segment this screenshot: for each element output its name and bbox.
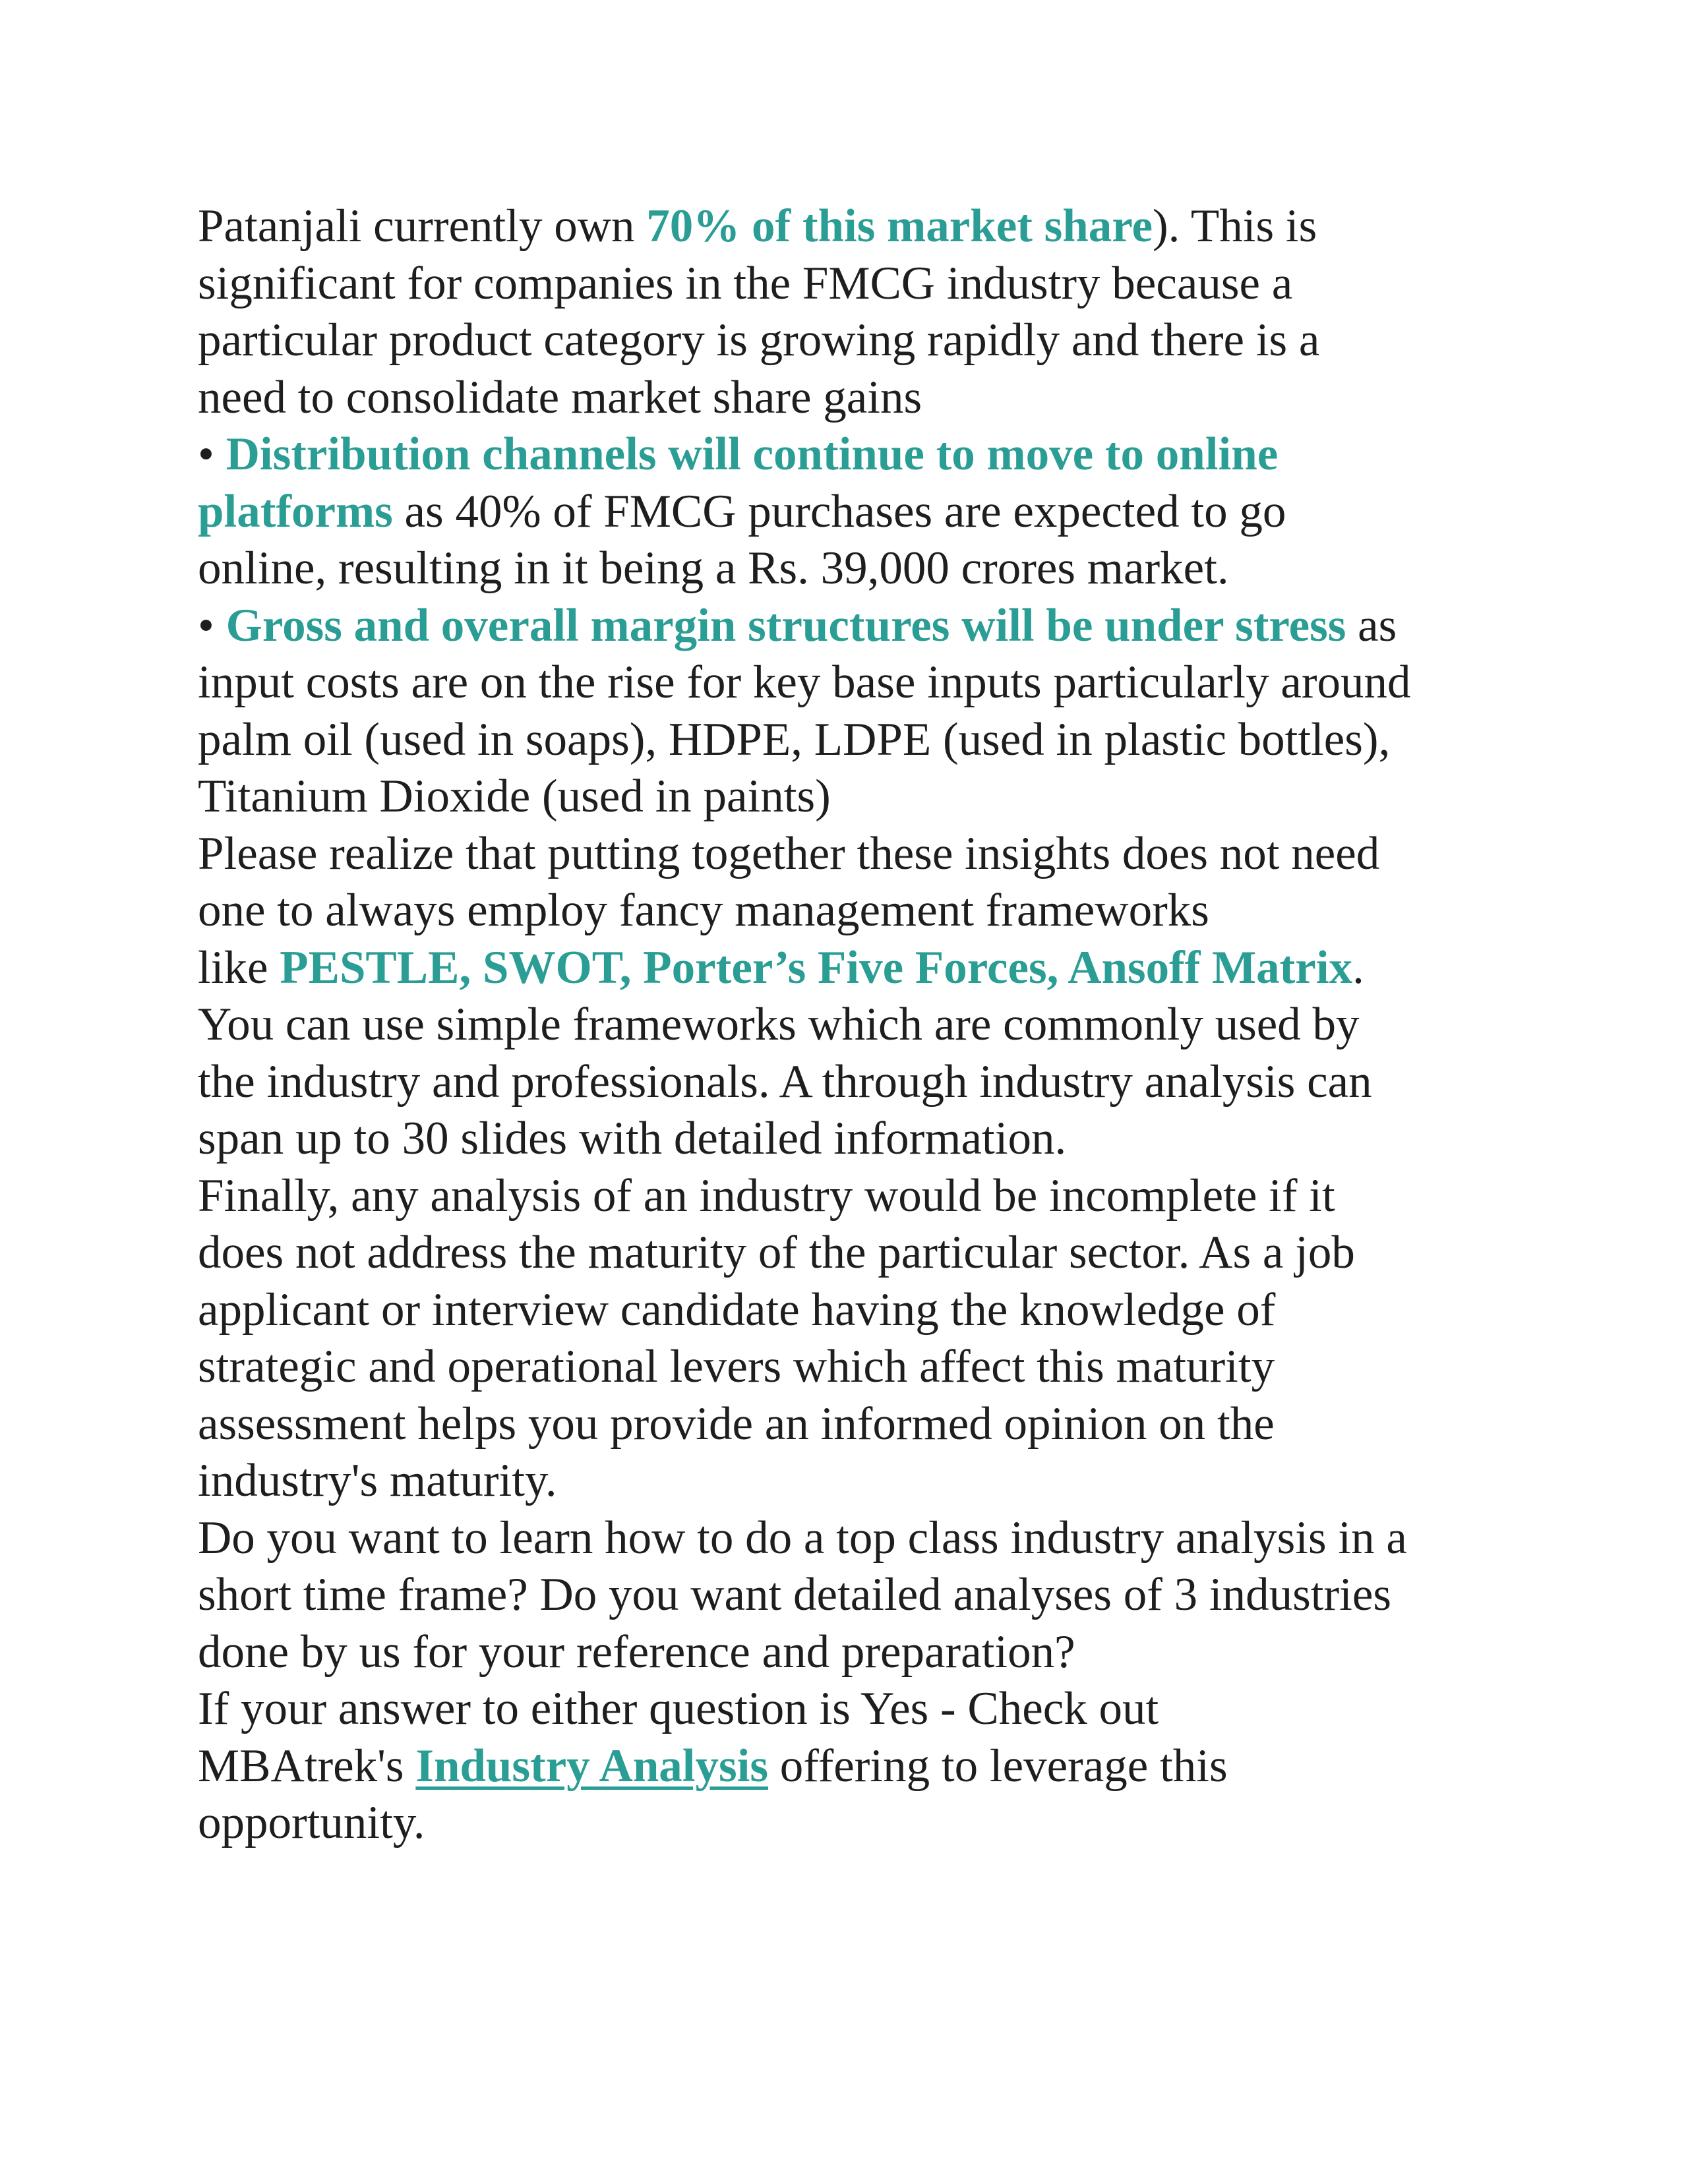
highlighted-text: Distribution channels will continue to move to online	[226, 428, 1279, 480]
text-segment: as	[1346, 599, 1397, 651]
text-segment: offering to leverage this	[768, 1740, 1228, 1792]
text-line	[198, 1053, 1517, 1111]
text-segment: assessment helps you provide an informed opinion on the	[198, 1398, 1275, 1450]
text-line	[198, 1738, 1517, 1795]
text-line	[198, 540, 1517, 597]
text-segment: particular product category is growing rapidly and there is a	[198, 314, 1320, 366]
text-segment: •	[198, 428, 226, 480]
highlighted-text: platforms	[198, 485, 393, 537]
text-line	[198, 654, 1517, 711]
industry-analysis-link[interactable]: Industry Analysis	[415, 1740, 769, 1792]
text-segment: does not address the maturity of the particular sector. As a job	[198, 1227, 1355, 1278]
text-segment: one to always employ fancy management frameworks	[198, 885, 1209, 936]
text-line	[198, 198, 1517, 255]
text-segment: Patanjali currently own	[198, 200, 647, 252]
text-segment: You can use simple frameworks which are commonly used by	[198, 999, 1360, 1050]
text-line	[198, 1566, 1517, 1624]
text-segment: opportunity.	[198, 1797, 425, 1848]
text-segment: Please realize that putting together these insights does not need	[198, 827, 1380, 879]
text-segment: short time frame? Do you want detailed analyses of 3 industries	[198, 1569, 1392, 1620]
text-segment: ). This is	[1153, 200, 1317, 252]
text-segment: industry's maturity.	[198, 1455, 557, 1506]
text-segment: significant for companies in the FMCG industry because a	[198, 257, 1293, 309]
text-segment: like	[198, 941, 280, 993]
text-segment: .	[1352, 941, 1364, 993]
text-segment: Finally, any analysis of an industry would be incomplete if it	[198, 1169, 1335, 1222]
text-segment: applicant or interview candidate having the knowledge of	[198, 1284, 1276, 1336]
text-line	[198, 1624, 1517, 1681]
text-segment: MBAtrek's	[198, 1740, 416, 1792]
text-segment: If your answer to either question is Yes - Check out	[198, 1683, 1159, 1734]
text-line	[198, 312, 1517, 369]
text-segment: input costs are on the rise for key base inputs particularly around	[198, 657, 1411, 708]
text-segment: need to consolidate market share gains	[198, 371, 922, 423]
text-line	[198, 597, 1517, 655]
text-segment: as 40% of FMCG purchases are expected to go	[392, 485, 1286, 537]
text-line	[198, 996, 1517, 1053]
text-segment: done by us for your reference and preparation?	[198, 1626, 1075, 1678]
text-segment: palm oil (used in soaps), HDPE, LDPE (used in plastic bottles),	[198, 713, 1391, 765]
text-line	[198, 1338, 1517, 1396]
text-line	[198, 711, 1517, 769]
text-line	[198, 939, 1517, 997]
text-line	[198, 1396, 1517, 1453]
text-line	[198, 483, 1517, 541]
highlighted-text: Gross and overall margin structures will be under stress	[226, 599, 1346, 651]
text-line	[198, 255, 1517, 312]
text-line	[198, 1167, 1517, 1225]
text-segment: span up to 30 slides with detailed information.	[198, 1113, 1067, 1164]
text-line	[198, 369, 1517, 427]
text-line	[198, 1282, 1517, 1339]
text-segment: •	[198, 599, 226, 651]
text-segment: Do you want to learn how to do a top class industry analysis in a	[198, 1512, 1407, 1564]
text-line	[198, 825, 1517, 883]
text-line	[198, 1452, 1517, 1510]
highlighted-text: PESTLE, SWOT, Porter’s Five Forces, Ansoff Matrix	[280, 941, 1353, 993]
text-line	[198, 1510, 1517, 1567]
text-segment: strategic and operational levers which affect this maturity	[198, 1341, 1275, 1392]
text-segment: Titanium Dioxide (used in paints)	[198, 771, 831, 822]
text-line	[198, 1224, 1517, 1282]
text-segment: the industry and professionals. A through industry analysis can	[198, 1055, 1372, 1107]
text-line	[198, 426, 1517, 483]
text-line	[198, 882, 1517, 939]
text-line	[198, 1110, 1517, 1167]
highlighted-text: 70% of this market share	[646, 200, 1153, 252]
text-segment: online, resulting in it being a Rs. 39,000 crores market.	[198, 543, 1229, 594]
text-line	[198, 768, 1517, 825]
text-line	[198, 1680, 1517, 1738]
body-text	[198, 198, 1517, 1852]
text-line	[198, 1794, 1517, 1852]
